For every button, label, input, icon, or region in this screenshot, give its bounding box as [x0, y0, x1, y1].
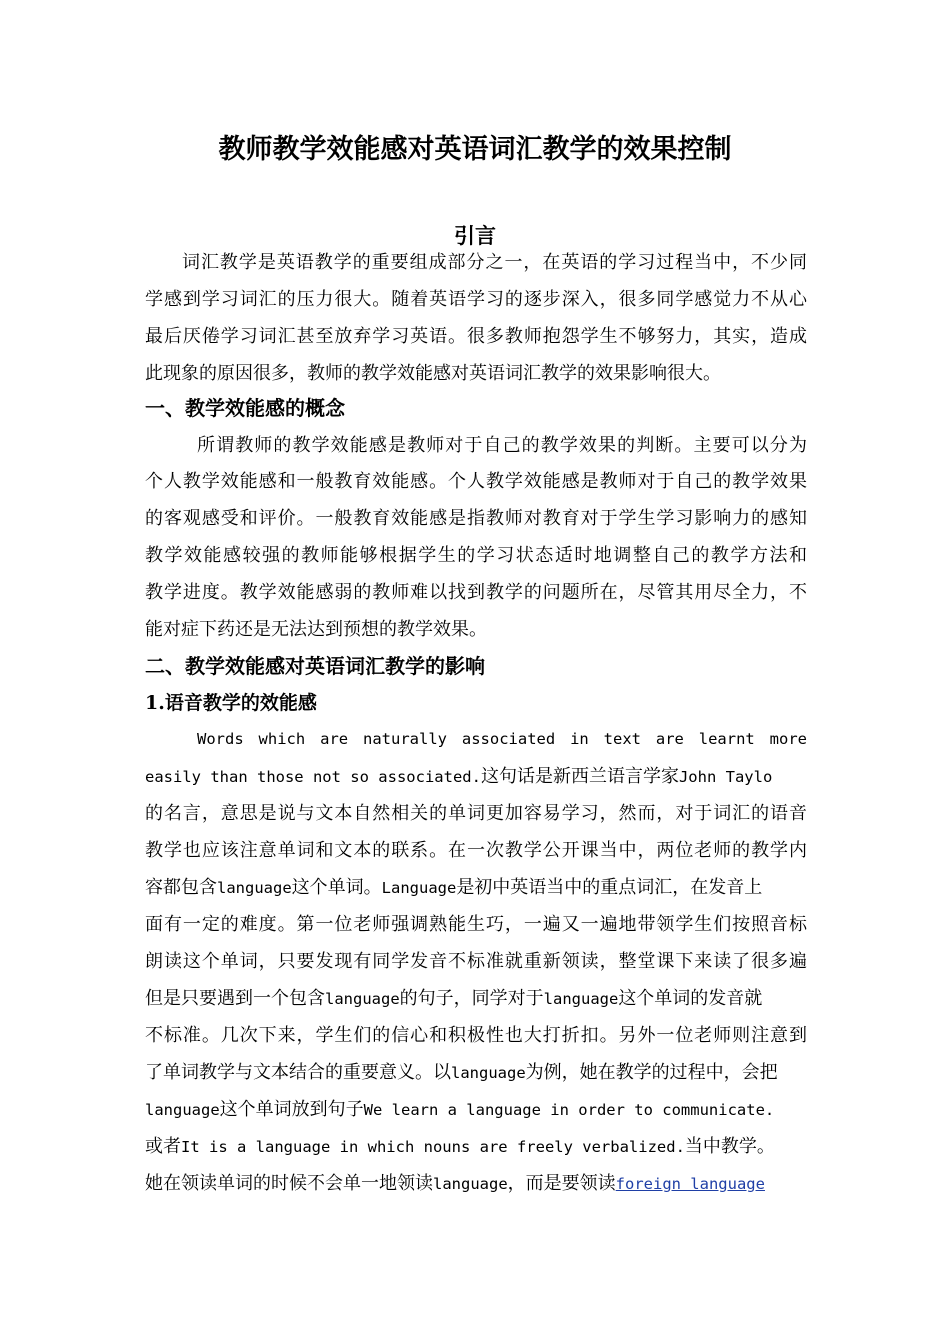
text-span: 的句子，同学对于	[399, 988, 544, 1009]
sub1-line-5	[145, 869, 807, 906]
section1-line: 个人教学效能感和一般教育效能感。个人教学效能感是教师对于自己的教学效果	[145, 471, 807, 492]
example-sentence-1: We learn a language in order to communicate.	[363, 1101, 775, 1119]
text-span: 或者	[145, 1136, 181, 1157]
document-title: 教师教学效能感对英语词汇教学的效果控制	[218, 134, 732, 165]
sub1-line-6: 面有一定的难度。第一位老师强调熟能生巧，一遍又一遍地带领学生们按照音标	[145, 914, 807, 935]
sub1-line-7: 朗读这个单词，只要发现有同学发音不标准就重新领读，整堂课下来读了很多遍	[145, 951, 807, 972]
text-span: ，而是要领读	[507, 1173, 616, 1194]
text-span: 容都包含	[145, 877, 217, 898]
quote-tail: easily than those not so associated.	[145, 768, 481, 786]
sub1-line-11	[145, 1091, 807, 1128]
subsection-heading-1: 1.语音教学的效能感	[145, 692, 317, 714]
english-word: language	[433, 1175, 508, 1193]
english-word: language	[325, 990, 400, 1008]
sub1-line-9: 不标准。几次下来，学生们的信心和积极性也大打折扣。另外一位老师则注意到	[145, 1025, 807, 1046]
linguist-name: John Taylo	[678, 768, 773, 786]
section1-line: 教学效能感较强的教师能够根据学生的学习状态适时地调整自己的教学方法和	[145, 545, 807, 566]
example-sentence-2: It is a language in which nouns are freely verbalized.	[181, 1138, 685, 1156]
sub1-line-2	[145, 758, 807, 795]
text-span: 是初中英语当中的重点词汇，在发音上	[456, 877, 763, 898]
text-span: 这个单词的发音就	[618, 988, 763, 1009]
english-word: language	[451, 1064, 526, 1082]
intro-heading: 引言	[454, 224, 496, 248]
sub1-line-3: 的名言，意思是说与文本自然相关的单词更加容易学习，然而，对于词汇的语音	[145, 803, 807, 824]
english-word: language	[217, 879, 292, 897]
english-word: language	[543, 990, 619, 1008]
text-span: 她在领读单词的时候不会单一地领读	[145, 1173, 433, 1194]
foreign-language-link[interactable]: foreign language	[615, 1175, 765, 1193]
section1-line: 教学进度。教学效能感弱的教师难以找到教学的问题所在，尽管其用尽全力，不	[145, 582, 807, 603]
text-span: 但是只要遇到一个包含	[145, 988, 325, 1009]
text-span: 这个单词放到句子	[219, 1099, 364, 1120]
intro-line: 学感到学习词汇的压力很大。随着英语学习的逐步深入，很多同学感觉力不从心	[145, 289, 807, 310]
quote-attribution: 这句话是新西兰语言学家	[480, 766, 679, 787]
sub1-line-1: Words which are naturally associated in text are learnt more	[197, 730, 807, 748]
section-heading-1: 一、教学效能感的概念	[145, 396, 345, 420]
section1-line: 的客观感受和评价。一般教育效能感是指教师对教育对于学生学习影响力的感知	[145, 508, 807, 529]
english-word: Language	[381, 879, 457, 897]
sub1-line-10	[145, 1054, 807, 1091]
section1-line: 所谓教师的教学效能感是教师对于自己的教学效果的判断。主要可以分为	[197, 435, 807, 456]
sub1-line-8	[145, 980, 807, 1017]
text-span: 这个单词。	[291, 877, 382, 898]
english-word: language	[145, 1101, 220, 1119]
intro-line: 此现象的原因很多，教师的教学效能感对英语词汇教学的效果影响很大。	[145, 363, 721, 384]
section-heading-2: 二、教学效能感对英语词汇教学的影响	[145, 654, 485, 678]
sub1-line-4: 教学也应该注意单词和文本的联系。在一次教学公开课当中，两位老师的教学内	[145, 840, 807, 861]
text-span: 了单词教学与文本结合的重要意义。以	[145, 1062, 451, 1083]
text-span: 为例，她在教学的过程中，会把	[525, 1062, 778, 1083]
intro-line: 最后厌倦学习词汇甚至放弃学习英语。很多教师抱怨学生不够努力，其实，造成	[145, 326, 807, 347]
text-span: 当中教学。	[684, 1136, 775, 1157]
intro-line: 词汇教学是英语教学的重要组成部分之一，在英语的学习过程当中，不少同	[182, 252, 807, 273]
sub1-line-13	[145, 1165, 807, 1202]
sub1-line-12	[145, 1128, 807, 1165]
section1-line: 能对症下药还是无法达到预想的教学效果。	[145, 619, 487, 640]
